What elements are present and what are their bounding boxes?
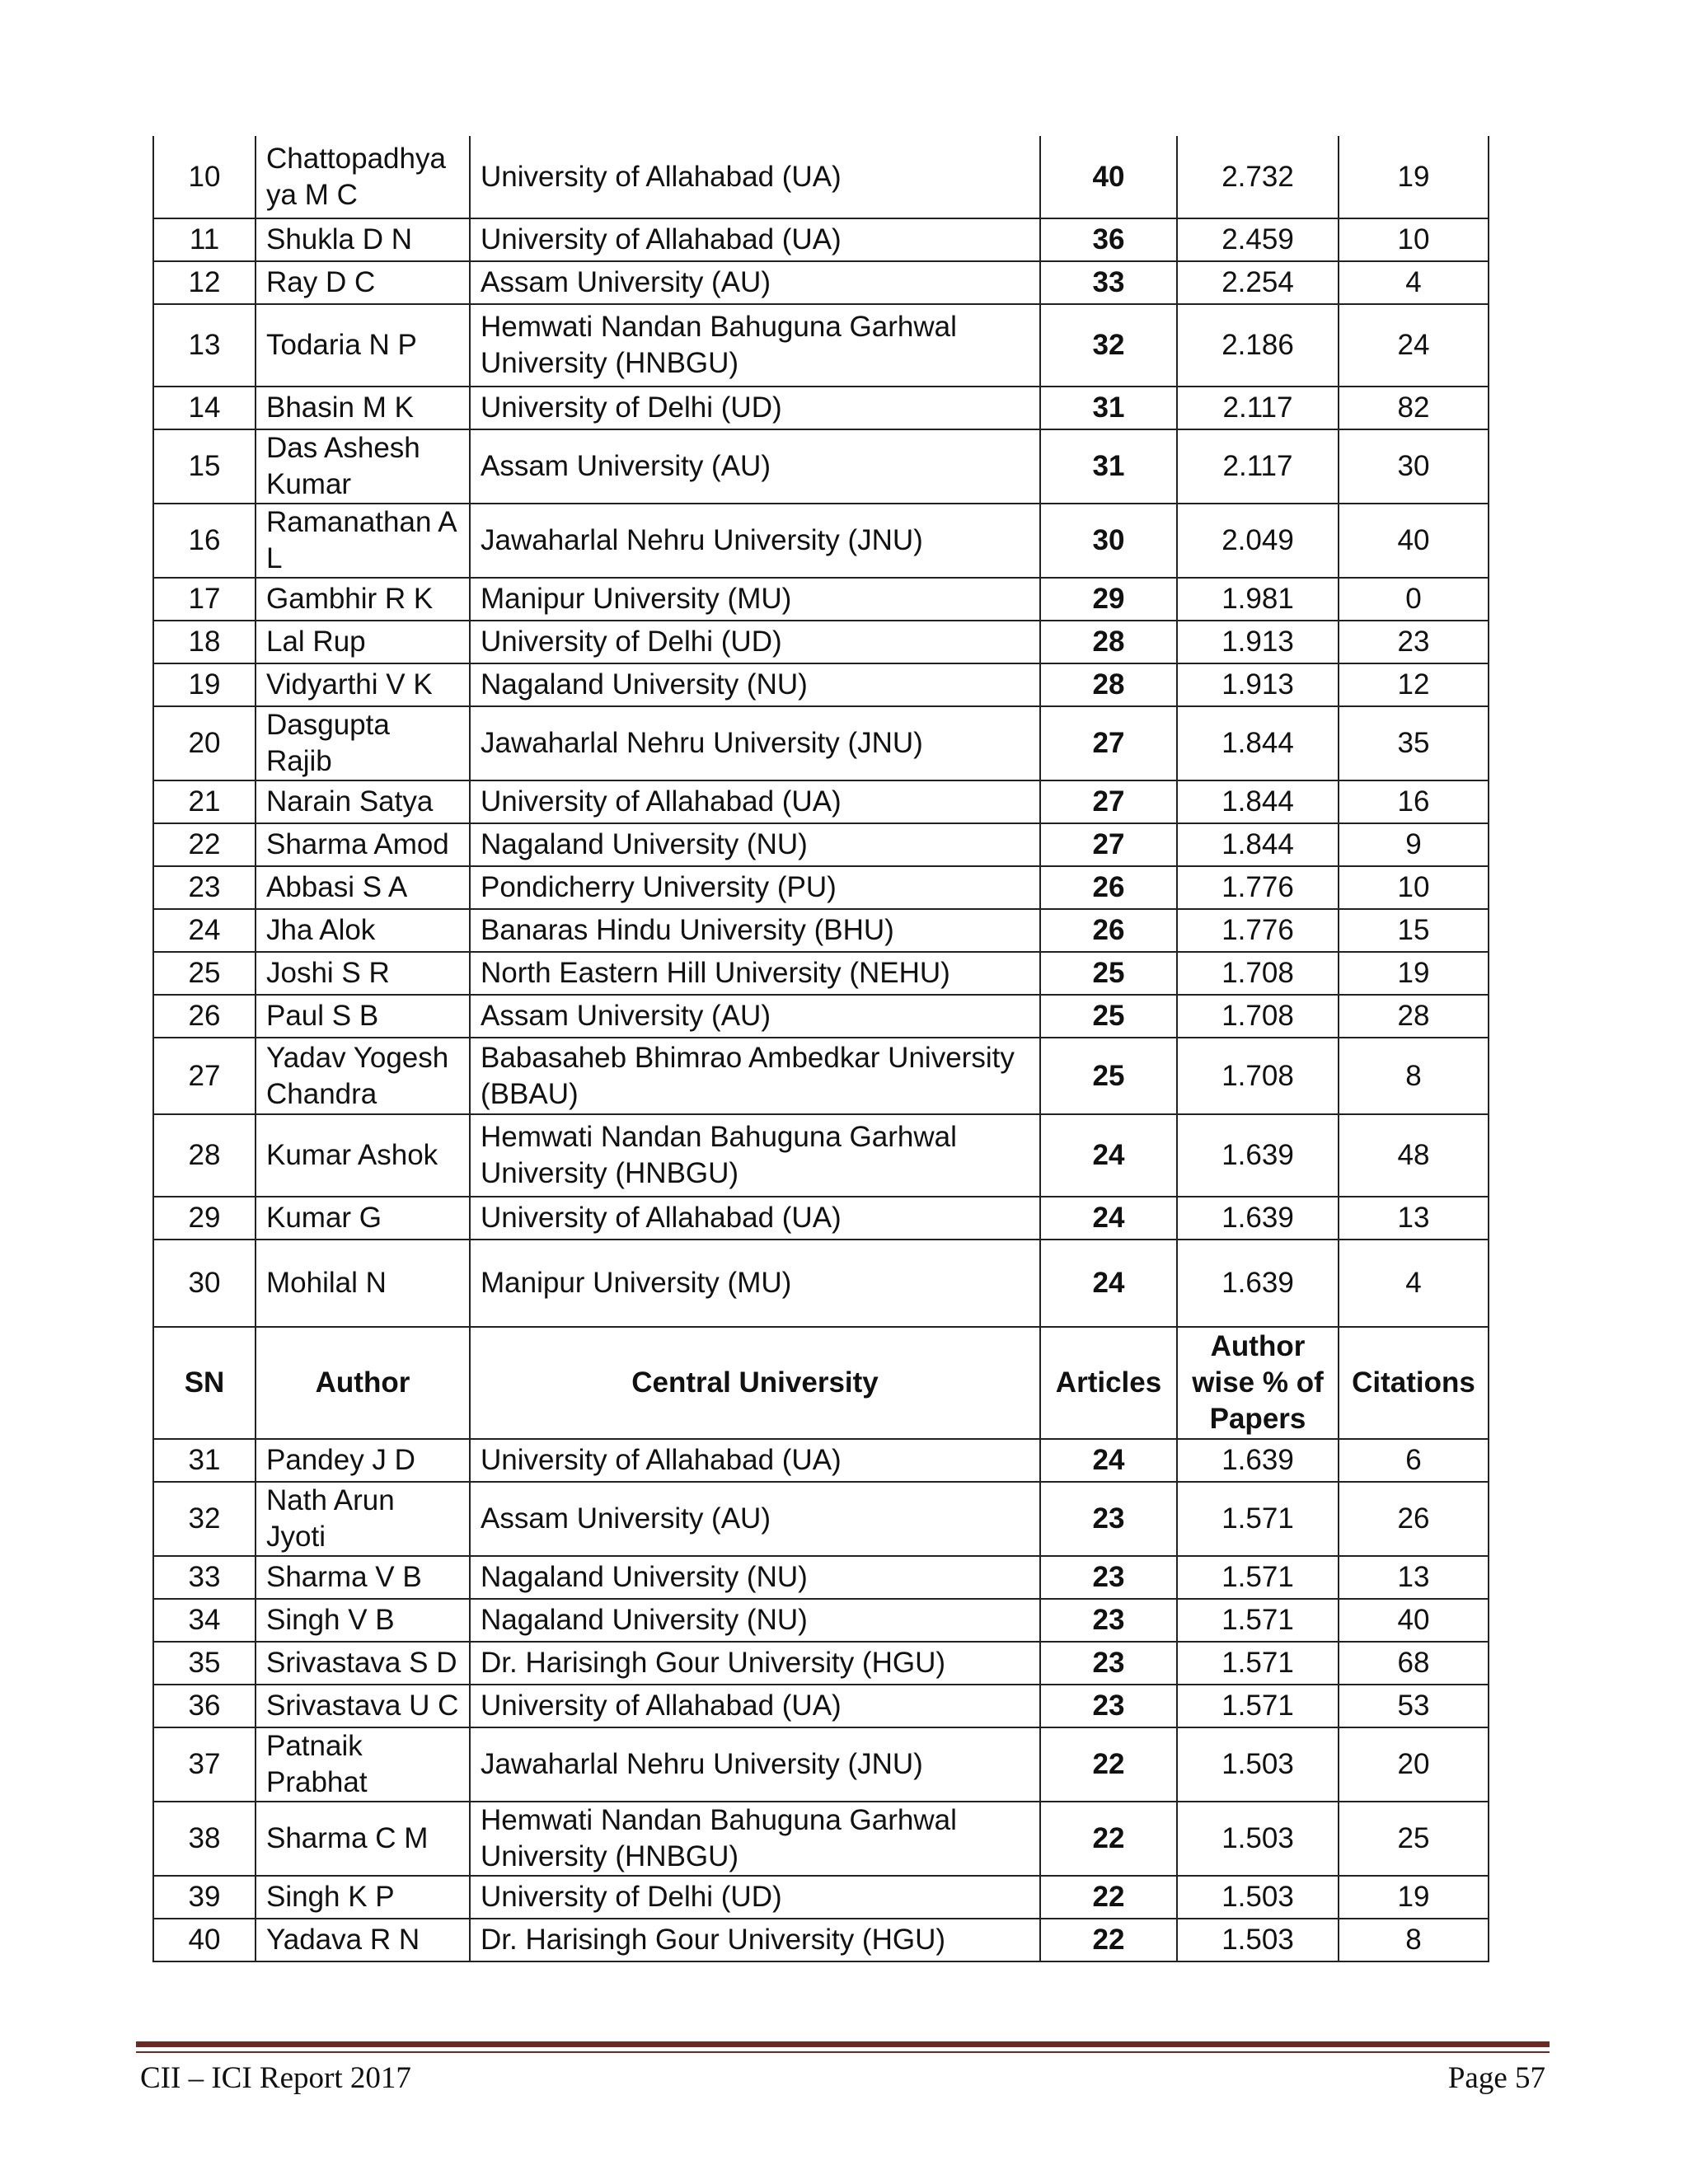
articles-cell: 27 [1040, 706, 1177, 780]
serial-number-cell: 20 [153, 706, 256, 780]
articles-cell: 29 [1040, 578, 1177, 621]
citations-cell: 13 [1339, 1556, 1489, 1599]
author-cell: Narain Satya [256, 780, 470, 823]
university-cell: University of Allahabad (UA) [470, 218, 1040, 261]
citations-cell: 16 [1339, 780, 1489, 823]
table-row [153, 780, 1489, 823]
articles-cell: 24 [1040, 1197, 1177, 1240]
citations-cell: 82 [1339, 387, 1489, 429]
percent-cell: 1.639 [1177, 1240, 1339, 1327]
university-cell: Assam University (AU) [470, 429, 1040, 504]
table-body-part-1 [153, 136, 1489, 1327]
author-cell: Das Ashesh Kumar [256, 429, 470, 504]
university-cell: Pondicherry University (PU) [470, 866, 1040, 909]
articles-cell: 25 [1040, 952, 1177, 995]
author-cell: Dasgupta Rajib [256, 706, 470, 780]
percent-cell: 1.639 [1177, 1114, 1339, 1197]
table-row [153, 1685, 1489, 1727]
citations-cell: 23 [1339, 621, 1489, 663]
table-row [153, 1876, 1489, 1919]
author-cell: Patnaik Prabhat [256, 1727, 470, 1802]
university-cell: University of Delhi (UD) [470, 387, 1040, 429]
table-row [153, 1439, 1489, 1482]
citations-cell: 6 [1339, 1439, 1489, 1482]
university-cell: Jawaharlal Nehru University (JNU) [470, 504, 1040, 578]
serial-number-cell: 18 [153, 621, 256, 663]
serial-number-cell: 40 [153, 1919, 256, 1961]
table-row [153, 663, 1489, 706]
university-cell: Dr. Harisingh Gour University (HGU) [470, 1642, 1040, 1685]
table-row [153, 1727, 1489, 1802]
percent-cell: 1.913 [1177, 621, 1339, 663]
university-cell: University of Delhi (UD) [470, 1876, 1040, 1919]
serial-number-cell: 34 [153, 1599, 256, 1642]
citations-cell: 24 [1339, 304, 1489, 387]
percent-cell: 2.254 [1177, 261, 1339, 304]
articles-cell: 36 [1040, 218, 1177, 261]
university-cell: Jawaharlal Nehru University (JNU) [470, 1727, 1040, 1802]
serial-number-cell: 31 [153, 1439, 256, 1482]
percent-cell: 1.844 [1177, 823, 1339, 866]
articles-cell: 31 [1040, 429, 1177, 504]
serial-number-cell: 32 [153, 1482, 256, 1556]
percent-cell: 1.913 [1177, 663, 1339, 706]
articles-cell: 26 [1040, 909, 1177, 952]
author-ranking-table [152, 136, 1489, 1962]
author-cell: Abbasi S A [256, 866, 470, 909]
articles-cell: 33 [1040, 261, 1177, 304]
table-row [153, 429, 1489, 504]
serial-number-cell: 24 [153, 909, 256, 952]
citations-cell: 48 [1339, 1114, 1489, 1197]
author-cell: Joshi S R [256, 952, 470, 995]
articles-cell: 32 [1040, 304, 1177, 387]
author-cell: Ray D C [256, 261, 470, 304]
citations-cell: 20 [1339, 1727, 1489, 1802]
table-row [153, 504, 1489, 578]
articles-cell: 22 [1040, 1802, 1177, 1876]
author-cell: Todaria N P [256, 304, 470, 387]
serial-number-cell: 10 [153, 136, 256, 218]
percent-cell: 2.732 [1177, 136, 1339, 218]
table-row [153, 706, 1489, 780]
author-cell: Gambhir R K [256, 578, 470, 621]
university-cell: Jawaharlal Nehru University (JNU) [470, 706, 1040, 780]
author-cell: Vidyarthi V K [256, 663, 470, 706]
percent-cell: 1.639 [1177, 1439, 1339, 1482]
percent-cell: 2.459 [1177, 218, 1339, 261]
serial-number-cell: 35 [153, 1642, 256, 1685]
articles-cell: 22 [1040, 1919, 1177, 1961]
table-row [153, 823, 1489, 866]
citations-cell: 68 [1339, 1642, 1489, 1685]
university-cell: Assam University (AU) [470, 1482, 1040, 1556]
university-cell: Dr. Harisingh Gour University (HGU) [470, 1919, 1040, 1961]
table-row [153, 952, 1489, 995]
university-cell: Nagaland University (NU) [470, 1599, 1040, 1642]
percent-cell: 1.708 [1177, 1038, 1339, 1114]
table-row [153, 1802, 1489, 1876]
citations-cell: 9 [1339, 823, 1489, 866]
percent-cell: 2.049 [1177, 504, 1339, 578]
author-cell: Srivastava S D [256, 1642, 470, 1685]
serial-number-cell: 17 [153, 578, 256, 621]
percent-cell: 1.844 [1177, 706, 1339, 780]
table-header-repeat [153, 1327, 1489, 1439]
table-header-row [153, 1327, 1489, 1439]
table-row [153, 866, 1489, 909]
university-cell: Hemwati Nandan Bahuguna Garhwal University (HNBGU) [470, 304, 1040, 387]
university-cell: Manipur University (MU) [470, 578, 1040, 621]
percent-cell: 1.639 [1177, 1197, 1339, 1240]
articles-cell: 23 [1040, 1556, 1177, 1599]
author-cell: Singh K P [256, 1876, 470, 1919]
university-cell: Nagaland University (NU) [470, 1556, 1040, 1599]
articles-cell: 31 [1040, 387, 1177, 429]
percent-cell: 1.571 [1177, 1556, 1339, 1599]
citations-cell: 53 [1339, 1685, 1489, 1727]
table-row [153, 218, 1489, 261]
articles-cell: 24 [1040, 1114, 1177, 1197]
serial-number-cell: 33 [153, 1556, 256, 1599]
author-cell: Lal Rup [256, 621, 470, 663]
header-sn: SN [153, 1327, 256, 1439]
citations-cell: 30 [1339, 429, 1489, 504]
serial-number-cell: 14 [153, 387, 256, 429]
university-cell: University of Allahabad (UA) [470, 1685, 1040, 1727]
serial-number-cell: 26 [153, 995, 256, 1038]
university-cell: University of Allahabad (UA) [470, 1439, 1040, 1482]
author-cell: Singh V B [256, 1599, 470, 1642]
articles-cell: 23 [1040, 1642, 1177, 1685]
serial-number-cell: 23 [153, 866, 256, 909]
articles-cell: 40 [1040, 136, 1177, 218]
author-cell: Sharma V B [256, 1556, 470, 1599]
university-cell: North Eastern Hill University (NEHU) [470, 952, 1040, 995]
serial-number-cell: 38 [153, 1802, 256, 1876]
articles-cell: 22 [1040, 1876, 1177, 1919]
percent-cell: 2.117 [1177, 429, 1339, 504]
citations-cell: 10 [1339, 218, 1489, 261]
serial-number-cell: 25 [153, 952, 256, 995]
university-cell: University of Allahabad (UA) [470, 780, 1040, 823]
table-row [153, 1038, 1489, 1114]
university-cell: Babasaheb Bhimrao Ambedkar University (BBAU) [470, 1038, 1040, 1114]
percent-cell: 1.503 [1177, 1876, 1339, 1919]
table-row [153, 621, 1489, 663]
percent-cell: 1.571 [1177, 1685, 1339, 1727]
citations-cell: 26 [1339, 1482, 1489, 1556]
citations-cell: 0 [1339, 578, 1489, 621]
table-row [153, 387, 1489, 429]
university-cell: Banaras Hindu University (BHU) [470, 909, 1040, 952]
percent-cell: 1.776 [1177, 909, 1339, 952]
serial-number-cell: 37 [153, 1727, 256, 1802]
author-cell: Srivastava U C [256, 1685, 470, 1727]
header-percent: Author wise % of Papers [1177, 1327, 1339, 1439]
author-cell: Shukla D N [256, 218, 470, 261]
table-row [153, 1919, 1489, 1961]
table-row [153, 304, 1489, 387]
university-cell: University of Allahabad (UA) [470, 136, 1040, 218]
articles-cell: 22 [1040, 1727, 1177, 1802]
table-row [153, 1114, 1489, 1197]
percent-cell: 2.117 [1177, 387, 1339, 429]
citations-cell: 4 [1339, 261, 1489, 304]
header-articles: Articles [1040, 1327, 1177, 1439]
citations-cell: 25 [1339, 1802, 1489, 1876]
university-cell: University of Allahabad (UA) [470, 1197, 1040, 1240]
serial-number-cell: 11 [153, 218, 256, 261]
table-row [153, 995, 1489, 1038]
percent-cell: 1.981 [1177, 578, 1339, 621]
university-cell: University of Delhi (UD) [470, 621, 1040, 663]
percent-cell: 1.776 [1177, 866, 1339, 909]
author-cell: Ramanathan A L [256, 504, 470, 578]
articles-cell: 25 [1040, 995, 1177, 1038]
author-cell: Yadav Yogesh Chandra [256, 1038, 470, 1114]
author-cell: Pandey J D [256, 1439, 470, 1482]
author-cell: Sharma C M [256, 1802, 470, 1876]
citations-cell: 10 [1339, 866, 1489, 909]
author-cell: Paul S B [256, 995, 470, 1038]
citations-cell: 19 [1339, 952, 1489, 995]
percent-cell: 1.708 [1177, 995, 1339, 1038]
header-author: Author [256, 1327, 470, 1439]
author-cell: Chattopadhya ya M C [256, 136, 470, 218]
footer-rule-thin [136, 2051, 1550, 2053]
table-row [153, 909, 1489, 952]
serial-number-cell: 30 [153, 1240, 256, 1327]
footer-rule-thick [136, 2041, 1550, 2047]
citations-cell: 28 [1339, 995, 1489, 1038]
serial-number-cell: 19 [153, 663, 256, 706]
citations-cell: 12 [1339, 663, 1489, 706]
university-cell: Assam University (AU) [470, 261, 1040, 304]
serial-number-cell: 39 [153, 1876, 256, 1919]
university-cell: Nagaland University (NU) [470, 663, 1040, 706]
table-row [153, 578, 1489, 621]
citations-cell: 19 [1339, 1876, 1489, 1919]
serial-number-cell: 27 [153, 1038, 256, 1114]
percent-cell: 1.571 [1177, 1482, 1339, 1556]
articles-cell: 23 [1040, 1482, 1177, 1556]
author-cell: Mohilal N [256, 1240, 470, 1327]
articles-cell: 30 [1040, 504, 1177, 578]
percent-cell: 1.708 [1177, 952, 1339, 995]
author-cell: Bhasin M K [256, 387, 470, 429]
citations-cell: 8 [1339, 1919, 1489, 1961]
citations-cell: 15 [1339, 909, 1489, 952]
serial-number-cell: 36 [153, 1685, 256, 1727]
percent-cell: 1.844 [1177, 780, 1339, 823]
articles-cell: 27 [1040, 780, 1177, 823]
author-cell: Kumar Ashok [256, 1114, 470, 1197]
author-cell: Sharma Amod [256, 823, 470, 866]
table-row [153, 1556, 1489, 1599]
percent-cell: 1.503 [1177, 1802, 1339, 1876]
university-cell: Nagaland University (NU) [470, 823, 1040, 866]
university-cell: Hemwati Nandan Bahuguna Garhwal University (HNBGU) [470, 1114, 1040, 1197]
citations-cell: 8 [1339, 1038, 1489, 1114]
percent-cell: 1.571 [1177, 1599, 1339, 1642]
citations-cell: 35 [1339, 706, 1489, 780]
author-cell: Kumar G [256, 1197, 470, 1240]
author-cell: Jha Alok [256, 909, 470, 952]
citations-cell: 40 [1339, 504, 1489, 578]
citations-cell: 40 [1339, 1599, 1489, 1642]
table-row [153, 136, 1489, 218]
articles-cell: 27 [1040, 823, 1177, 866]
percent-cell: 1.571 [1177, 1642, 1339, 1685]
serial-number-cell: 29 [153, 1197, 256, 1240]
author-cell: Nath Arun Jyoti [256, 1482, 470, 1556]
citations-cell: 13 [1339, 1197, 1489, 1240]
serial-number-cell: 21 [153, 780, 256, 823]
percent-cell: 1.503 [1177, 1919, 1339, 1961]
serial-number-cell: 16 [153, 504, 256, 578]
table-row [153, 1482, 1489, 1556]
table-row [153, 1642, 1489, 1685]
articles-cell: 24 [1040, 1240, 1177, 1327]
citations-cell: 19 [1339, 136, 1489, 218]
table-row [153, 261, 1489, 304]
table-row [153, 1240, 1489, 1327]
serial-number-cell: 12 [153, 261, 256, 304]
percent-cell: 1.503 [1177, 1727, 1339, 1802]
serial-number-cell: 22 [153, 823, 256, 866]
header-citations: Citations [1339, 1327, 1489, 1439]
articles-cell: 23 [1040, 1685, 1177, 1727]
footer-page-number: Page 57 [1447, 2061, 1545, 2095]
articles-cell: 26 [1040, 866, 1177, 909]
university-cell: Hemwati Nandan Bahuguna Garhwal University (HNBGU) [470, 1802, 1040, 1876]
university-cell: Assam University (AU) [470, 995, 1040, 1038]
articles-cell: 28 [1040, 663, 1177, 706]
serial-number-cell: 15 [153, 429, 256, 504]
citations-cell: 4 [1339, 1240, 1489, 1327]
author-cell: Yadava R N [256, 1919, 470, 1961]
footer-report-title: CII – ICI Report 2017 [140, 2061, 411, 2095]
articles-cell: 24 [1040, 1439, 1177, 1482]
serial-number-cell: 13 [153, 304, 256, 387]
articles-cell: 23 [1040, 1599, 1177, 1642]
university-cell: Manipur University (MU) [470, 1240, 1040, 1327]
table-row [153, 1599, 1489, 1642]
percent-cell: 2.186 [1177, 304, 1339, 387]
articles-cell: 28 [1040, 621, 1177, 663]
serial-number-cell: 28 [153, 1114, 256, 1197]
header-university: Central University [470, 1327, 1040, 1439]
table-body-part-2 [153, 1439, 1489, 1961]
articles-cell: 25 [1040, 1038, 1177, 1114]
table-row [153, 1197, 1489, 1240]
